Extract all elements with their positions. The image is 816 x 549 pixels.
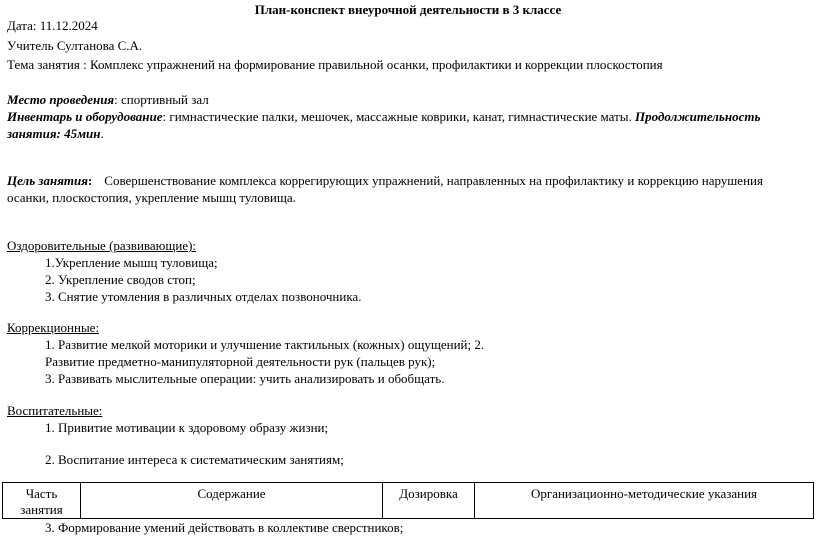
education-item: 1. Привитие мотивации к здоровому образу жизни; <box>45 420 329 435</box>
teacher-name: Учитель Султанова С.А. <box>7 38 143 53</box>
duration-line <box>7 126 104 142</box>
education-item: 2. Воспитание интереса к систематическим занятиям; <box>45 452 344 467</box>
inventory-label: Инвентарь и оборудование <box>7 109 163 124</box>
table-header-cell: Организационно-методические указания <box>475 483 814 519</box>
lesson-table <box>2 482 814 519</box>
lesson-date: Дата: 11.12.2024 <box>7 18 98 33</box>
education-item: 3. Формирование умений действовать в коллективе сверстников; <box>45 520 404 535</box>
correction-heading: Коррекционные: <box>7 320 100 335</box>
goal-line <box>7 173 763 189</box>
place-line <box>7 92 209 108</box>
duration-label: Продолжительность <box>635 109 761 124</box>
table-header-cell: Содержание <box>81 483 383 519</box>
table-header-cell: Дозировка <box>383 483 475 519</box>
table-header-cell: Часть занятия <box>3 483 81 519</box>
goal-colon: : <box>87 173 93 188</box>
inventory-line <box>7 109 760 125</box>
table-header-row <box>3 483 814 519</box>
education-heading: Воспитательные: <box>7 403 103 418</box>
duration-value: занятия: 45мин <box>7 126 101 141</box>
place-value: : спортивный зал <box>114 92 209 107</box>
correction-line: Развитие предметно-манипуляторной деятельности рук (пальцев рук); <box>45 354 436 369</box>
goal-label: Цель занятия <box>7 173 88 188</box>
lesson-topic: Тема занятия : Комплекс упражнений на формирование правильной осанки, профилактики и коррекции плоскостопия <box>7 57 663 72</box>
correction-line: 3. Развивать мыслительные операции: учить анализировать и обобщать. <box>45 371 445 386</box>
duration-end: . <box>100 126 104 141</box>
goal-text-2: осанки, плоскостопия, укрепление мышц туловища. <box>7 190 296 205</box>
page-title: План-конспект внеурочной деятельности в 3 классе <box>254 2 562 17</box>
health-item: 3. Снятие утомления в различных отделах позвоночника. <box>45 289 362 304</box>
goal-text-1: Совершенствование комплекса коррегирующих упражнений, направленных на профилактику и коррекцию нарушения <box>104 173 763 188</box>
inventory-value: : гимнастические палки, мешочек, массажные коврики, канат, гимнастические маты. <box>162 109 636 124</box>
health-heading: Оздоровительные (развивающие): <box>7 238 197 253</box>
correction-line: 1. Развитие мелкой моторики и улучшение тактильных (кожных) ощущений; 2. <box>45 337 485 352</box>
health-item: 2. Укрепление сводов стоп; <box>45 272 196 287</box>
health-item: 1.Укрепление мышц туловища; <box>45 255 218 270</box>
place-label: Место проведения <box>7 92 115 107</box>
